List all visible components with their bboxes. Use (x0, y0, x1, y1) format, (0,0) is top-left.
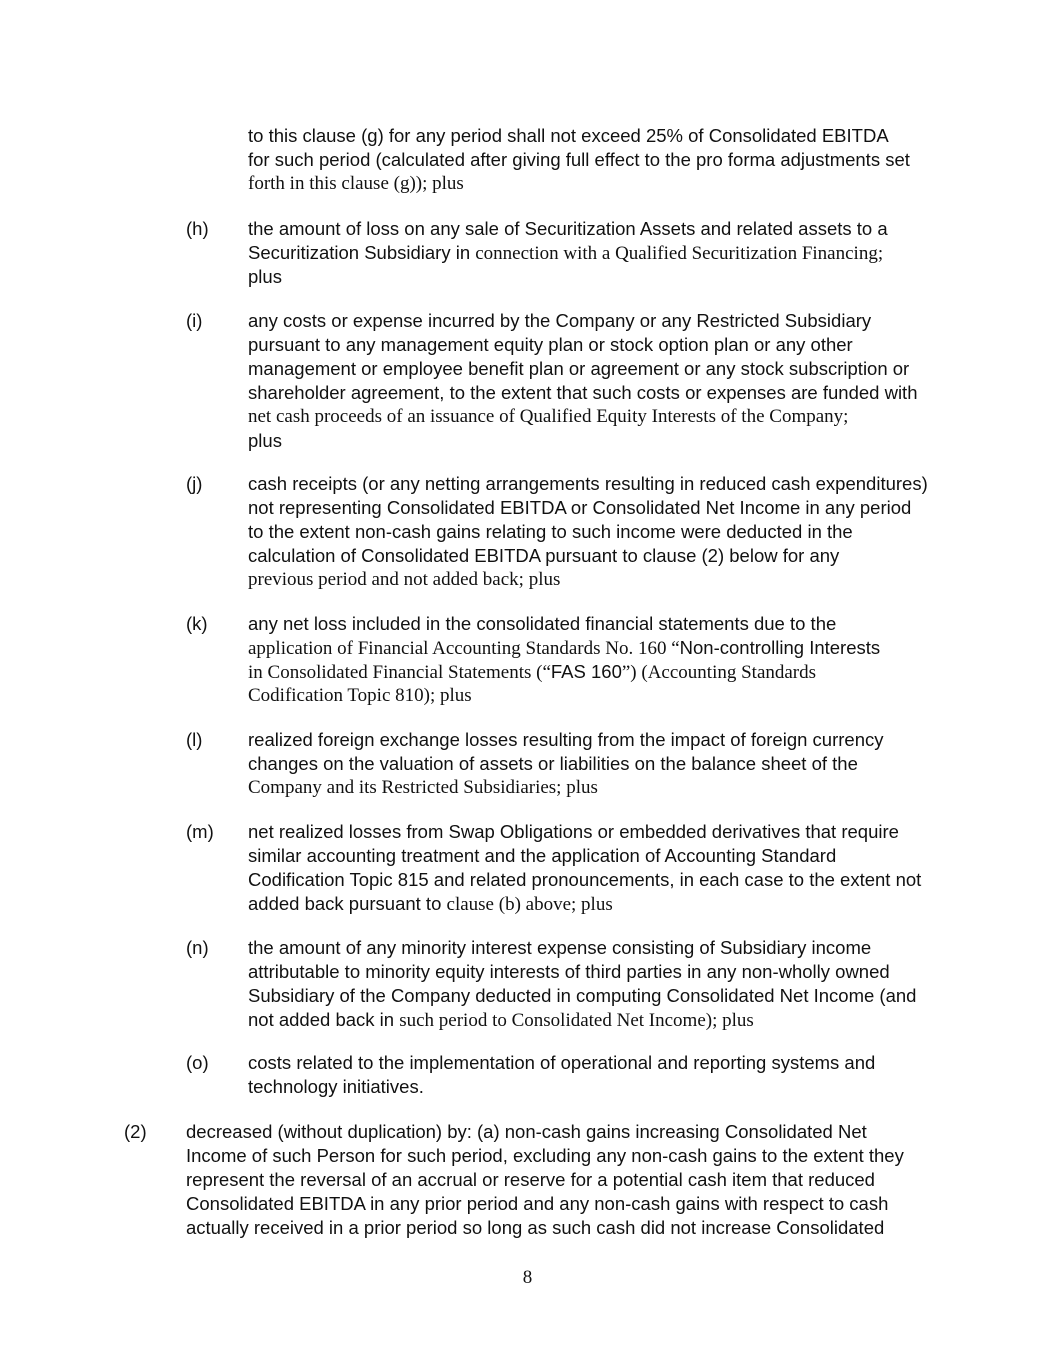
section-line: Consolidated EBITDA in any prior period and any non-cash gains with respect to cash (186, 1193, 889, 1214)
clause-line-part: added back pursuant to (248, 893, 447, 914)
clause-line: any net loss included in the consolidated financial statements due to the (248, 613, 837, 634)
clause-marker: (k) (186, 613, 208, 634)
clause-line: Company and its Restricted Subsidiaries; plus (248, 777, 598, 798)
clause-marker: (o) (186, 1052, 209, 1073)
clause-line: similar accounting treatment and the application of Accounting Standard (248, 845, 837, 866)
clause-line: any costs or expense incurred by the Company or any Restricted Subsidiary (248, 310, 872, 331)
clause-line: not representing Consolidated EBITDA or Consolidated Net Income in any period (248, 497, 912, 518)
clause-marker: (h) (186, 218, 209, 239)
clause-line: the amount of any minority interest expense consisting of Subsidiary income (248, 937, 872, 958)
clause-line: technology initiatives. (248, 1076, 424, 1097)
page-number: 8 (522, 1267, 533, 1288)
clause-line: realized foreign exchange losses resulting from the impact of foreign currency (248, 729, 884, 750)
clause-line-part: such period to Consolidated Net Income); plus (399, 1010, 754, 1031)
section-line: represent the reversal of an accrual or reserve for a potential cash item that reduced (186, 1169, 875, 1190)
section-line: Income of such Person for such period, excluding any non-cash gains to the extent they (186, 1145, 904, 1166)
clause-marker: (m) (186, 821, 214, 842)
intro-line: to this clause (g) for any period shall not exceed 25% of Consolidated EBITDA (248, 125, 889, 146)
clause-marker: (n) (186, 937, 209, 958)
clause-marker: (l) (186, 729, 203, 750)
clause-marker: (j) (186, 473, 203, 494)
clause-line: Codification Topic 815 and related pronouncements, in each case to the extent not (248, 869, 922, 890)
clause-line-part: ”) (Accounting Standards (621, 662, 817, 683)
clause-line: shareholder agreement, to the extent that such costs or expenses are funded with (248, 382, 918, 403)
clause-line: costs related to the implementation of operational and reporting systems and (248, 1052, 876, 1073)
section-line: actually received in a prior period so long as such cash did not increase Consolidated (186, 1217, 885, 1238)
clause-line: cash receipts (or any netting arrangements resulting in reduced cash expenditures) (248, 473, 928, 494)
clause-line: Codification Topic 810); plus (248, 685, 472, 706)
clause-line (248, 660, 816, 685)
intro-line: forth in this clause (g)); plus (248, 173, 464, 194)
clause-line: calculation of Consolidated EBITDA pursuant to clause (2) below for any (248, 545, 840, 566)
clause-line-part: Securitization Subsidiary in (248, 242, 476, 263)
clause-line-part: in Consolidated Financial Statements (“ (248, 662, 551, 683)
clause-marker: (i) (186, 310, 203, 331)
clause-line: net cash proceeds of an issuance of Qualified Equity Interests of the Company; (248, 406, 849, 427)
clause-line: changes on the valuation of assets or liabilities on the balance sheet of the (248, 753, 858, 774)
clause-line: attributable to minority equity interests of third parties in any non-wholly owned (248, 961, 890, 982)
clause-line: plus (248, 430, 282, 451)
clause-line (248, 241, 883, 266)
clause-line-part: clause (b) above; plus (446, 894, 613, 915)
clause-line: previous period and not added back; plus (248, 569, 561, 590)
clause-line (248, 892, 613, 917)
intro-line: for such period (calculated after giving full effect to the pro forma adjustments set (248, 149, 910, 170)
clause-line: to the extent non-cash gains relating to such income were deducted in the (248, 521, 853, 542)
clause-line: pursuant to any management equity plan or stock option plan or any other (248, 334, 853, 355)
clause-line: Subsidiary of the Company deducted in computing Consolidated Net Income (and (248, 985, 917, 1006)
clause-line (248, 636, 880, 661)
clause-line: the amount of loss on any sale of Securitization Assets and related assets to a (248, 218, 888, 239)
section-marker: (2) (124, 1121, 147, 1142)
clause-line-part: application of Financial Accounting Standards No. 160 “ (248, 638, 680, 659)
clause-line: plus (248, 266, 282, 287)
clause-line (248, 1008, 754, 1033)
section-line: decreased (without duplication) by: (a) non-cash gains increasing Consolidated Net (186, 1121, 867, 1142)
clause-line: net realized losses from Swap Obligations or embedded derivatives that require (248, 821, 899, 842)
clause-line-part: FAS 160 (550, 661, 622, 682)
clause-line: management or employee benefit plan or agreement or any stock subscription or (248, 358, 910, 379)
clause-line-part: connection with a Qualified Securitization Financing; (475, 243, 884, 264)
clause-line-part: not added back in (248, 1009, 400, 1030)
clause-line-part: Non-controlling Interests (679, 637, 881, 658)
